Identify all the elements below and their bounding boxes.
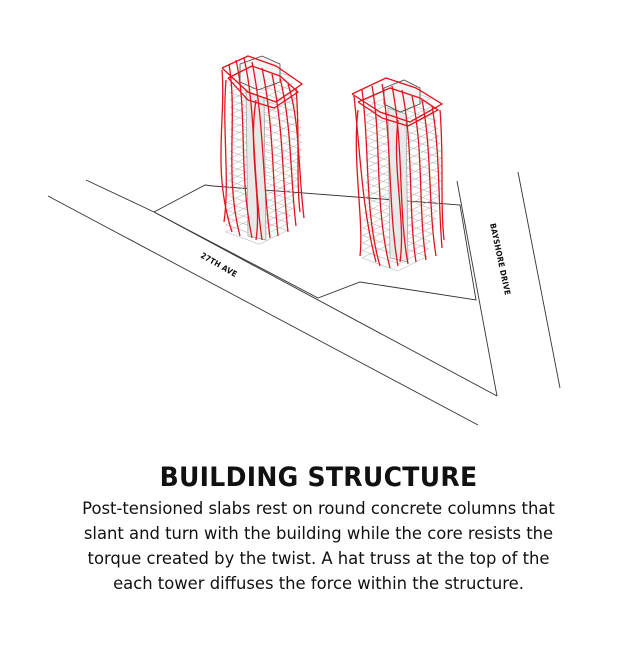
tower-left	[221, 56, 304, 244]
street-line-east-outer	[518, 172, 560, 388]
column	[296, 88, 300, 212]
tower-right	[352, 78, 444, 271]
caption-line: slant and turn with the building while the core resists the	[83, 524, 554, 543]
caption-line: each tower diffuses the force within the structure.	[113, 574, 524, 593]
caption-line: torque created by the twist. A hat truss at the top of the	[87, 549, 550, 568]
diagram-heading: BUILDING STRUCTURE	[159, 462, 478, 493]
caption-line: Post-tensioned slabs rest on round concrete columns that	[82, 499, 555, 518]
column	[356, 110, 361, 256]
site-plan	[48, 172, 560, 425]
diagram-caption	[30, 496, 607, 596]
floor-plate	[231, 121, 302, 151]
street-line-west-inner	[86, 180, 154, 212]
street-label-bayshore-drive: BAYSHORE DRIVE	[488, 222, 513, 297]
street-label-27th-ave: 27TH AVE	[199, 250, 239, 280]
street-line-east-inner	[457, 181, 497, 396]
street-line-west-mid	[154, 212, 497, 396]
